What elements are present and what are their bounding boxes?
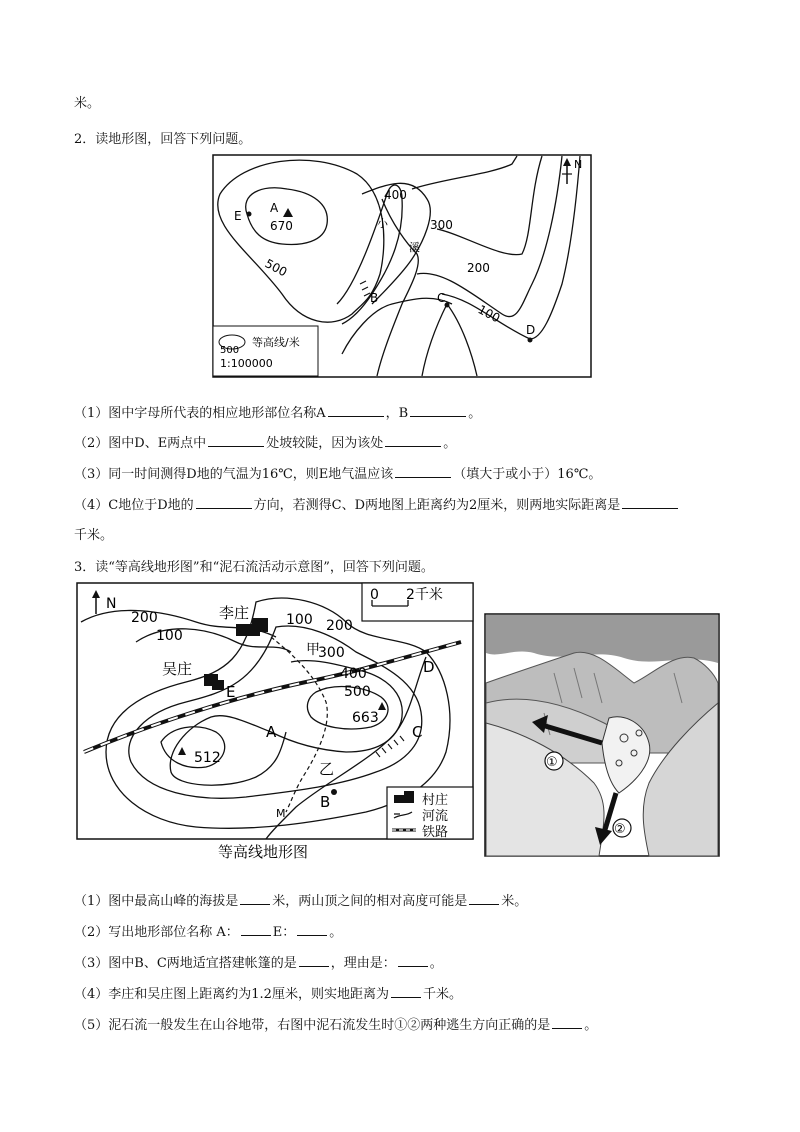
contour-200: 200 [131, 610, 158, 626]
answer-blank[interactable] [410, 404, 466, 417]
legend-river: 河流 [422, 809, 449, 824]
arrow-label-1: ① [546, 755, 558, 770]
label-m: M [276, 807, 286, 820]
map-caption: 等高线地形图 [218, 843, 309, 860]
q3-sub4: （4）李庄和吴庄图上距离约为1.2厘米，则实地距离为 千米。 [74, 987, 462, 1002]
north-label: N [574, 158, 583, 171]
answer-blank[interactable] [299, 954, 329, 967]
contour-200b: 200 [326, 618, 353, 634]
answer-blank[interactable] [297, 923, 327, 936]
label-jia: 甲 [306, 642, 320, 658]
contour-400: 400 [384, 188, 407, 202]
q2-sub3: （3）同一时间测得D地的气温为16℃，则E地气温应该 （填大于或小于）16℃。 [74, 467, 602, 482]
answer-blank[interactable] [395, 465, 451, 478]
village-wu: 吴庄 [162, 660, 193, 678]
peak-663: 663 [352, 710, 379, 726]
question-2-title: 2．读地形图，回答下列问题。 [74, 132, 252, 147]
map-scale: 1:100000 [220, 357, 273, 370]
label-c: C [437, 291, 446, 305]
label-d: D [423, 658, 435, 676]
label-c: C [412, 723, 423, 741]
label-e: E [226, 683, 236, 701]
answer-blank[interactable] [385, 434, 441, 447]
contour-100: 100 [475, 302, 503, 326]
scale-zero: 0 [370, 587, 379, 603]
answer-blank[interactable] [208, 434, 264, 447]
topographic-map-q2 [212, 154, 592, 378]
q3-sub2: （2）写出地形部位名称 A： E： 。 [74, 925, 343, 940]
contour-300: 300 [318, 645, 345, 661]
label-d: D [526, 323, 536, 337]
contour-300: 300 [430, 218, 453, 232]
q2-sub1: （1）图中字母所代表的相应地形部位名称A ，B 。 [74, 406, 482, 421]
contour-200: 200 [467, 261, 490, 275]
peak-512: 512 [194, 750, 221, 766]
legend-contour-text: 等高线/米 [252, 336, 300, 349]
contour-100b: 100 [286, 612, 313, 628]
q2-sub4: （4）C地位于D地的 方向，若测得C、D两地图上距离约为2厘米，则两地实际距离是 [74, 494, 680, 513]
answer-blank[interactable] [552, 1016, 582, 1029]
answer-blank[interactable] [196, 496, 252, 509]
label-a: A [266, 723, 277, 741]
contour-500: 500 [262, 256, 290, 280]
contour-400: 400 [340, 666, 367, 682]
answer-blank[interactable] [398, 954, 428, 967]
text-fragment: 米。 [74, 96, 101, 111]
answer-blank[interactable] [241, 923, 271, 936]
q2-sub4-end: 千米。 [74, 528, 114, 543]
peak-elevation: 670 [270, 219, 293, 233]
river-char-1: 小 [377, 217, 388, 230]
village-icon [212, 680, 224, 690]
legend-contour-value: 500 [220, 345, 240, 356]
label-yi: 乙 [319, 760, 335, 778]
answer-blank[interactable] [469, 892, 499, 905]
label-b: B [370, 291, 379, 305]
debris-flow-illustration [484, 613, 720, 857]
answer-blank[interactable] [622, 496, 678, 509]
q3-sub3: （3）图中B、C两地适宜搭建帐篷的是 ，理由是： 。 [74, 956, 443, 971]
contour-500: 500 [344, 684, 371, 700]
north-label: N [106, 596, 117, 612]
label-e: E [234, 209, 242, 223]
river-char-2: 溪 [409, 241, 420, 254]
contour-100: 100 [156, 628, 183, 644]
village-li: 李庄 [219, 604, 250, 622]
answer-blank[interactable] [391, 985, 421, 998]
village-icon [252, 618, 268, 632]
arrow-label-2: ② [614, 822, 626, 837]
q2-sub2: （2）图中D、E两点中 处坡较陡，因为该处 。 [74, 436, 457, 451]
topographic-map-q3 [76, 582, 474, 860]
q3-sub1: （1）图中最高山峰的海拔是 米，两山顶之间的相对高度可能是 米。 [74, 894, 528, 909]
scale-text: 2千米 [406, 587, 443, 603]
answer-blank[interactable] [328, 404, 384, 417]
q3-sub5: （5）泥石流一般发生在山谷地带，右图中泥石流发生时①②两种逃生方向正确的是 。 [74, 1018, 598, 1033]
answer-blank[interactable] [240, 892, 270, 905]
legend-village: 村庄 [422, 793, 449, 808]
peak-letter: A [270, 201, 279, 215]
question-3-title: 3．读“等高线地形图”和“泥石流活动示意图”，回答下列问题。 [74, 560, 434, 575]
label-b: B [320, 793, 331, 811]
legend-railway: 铁路 [422, 825, 449, 840]
